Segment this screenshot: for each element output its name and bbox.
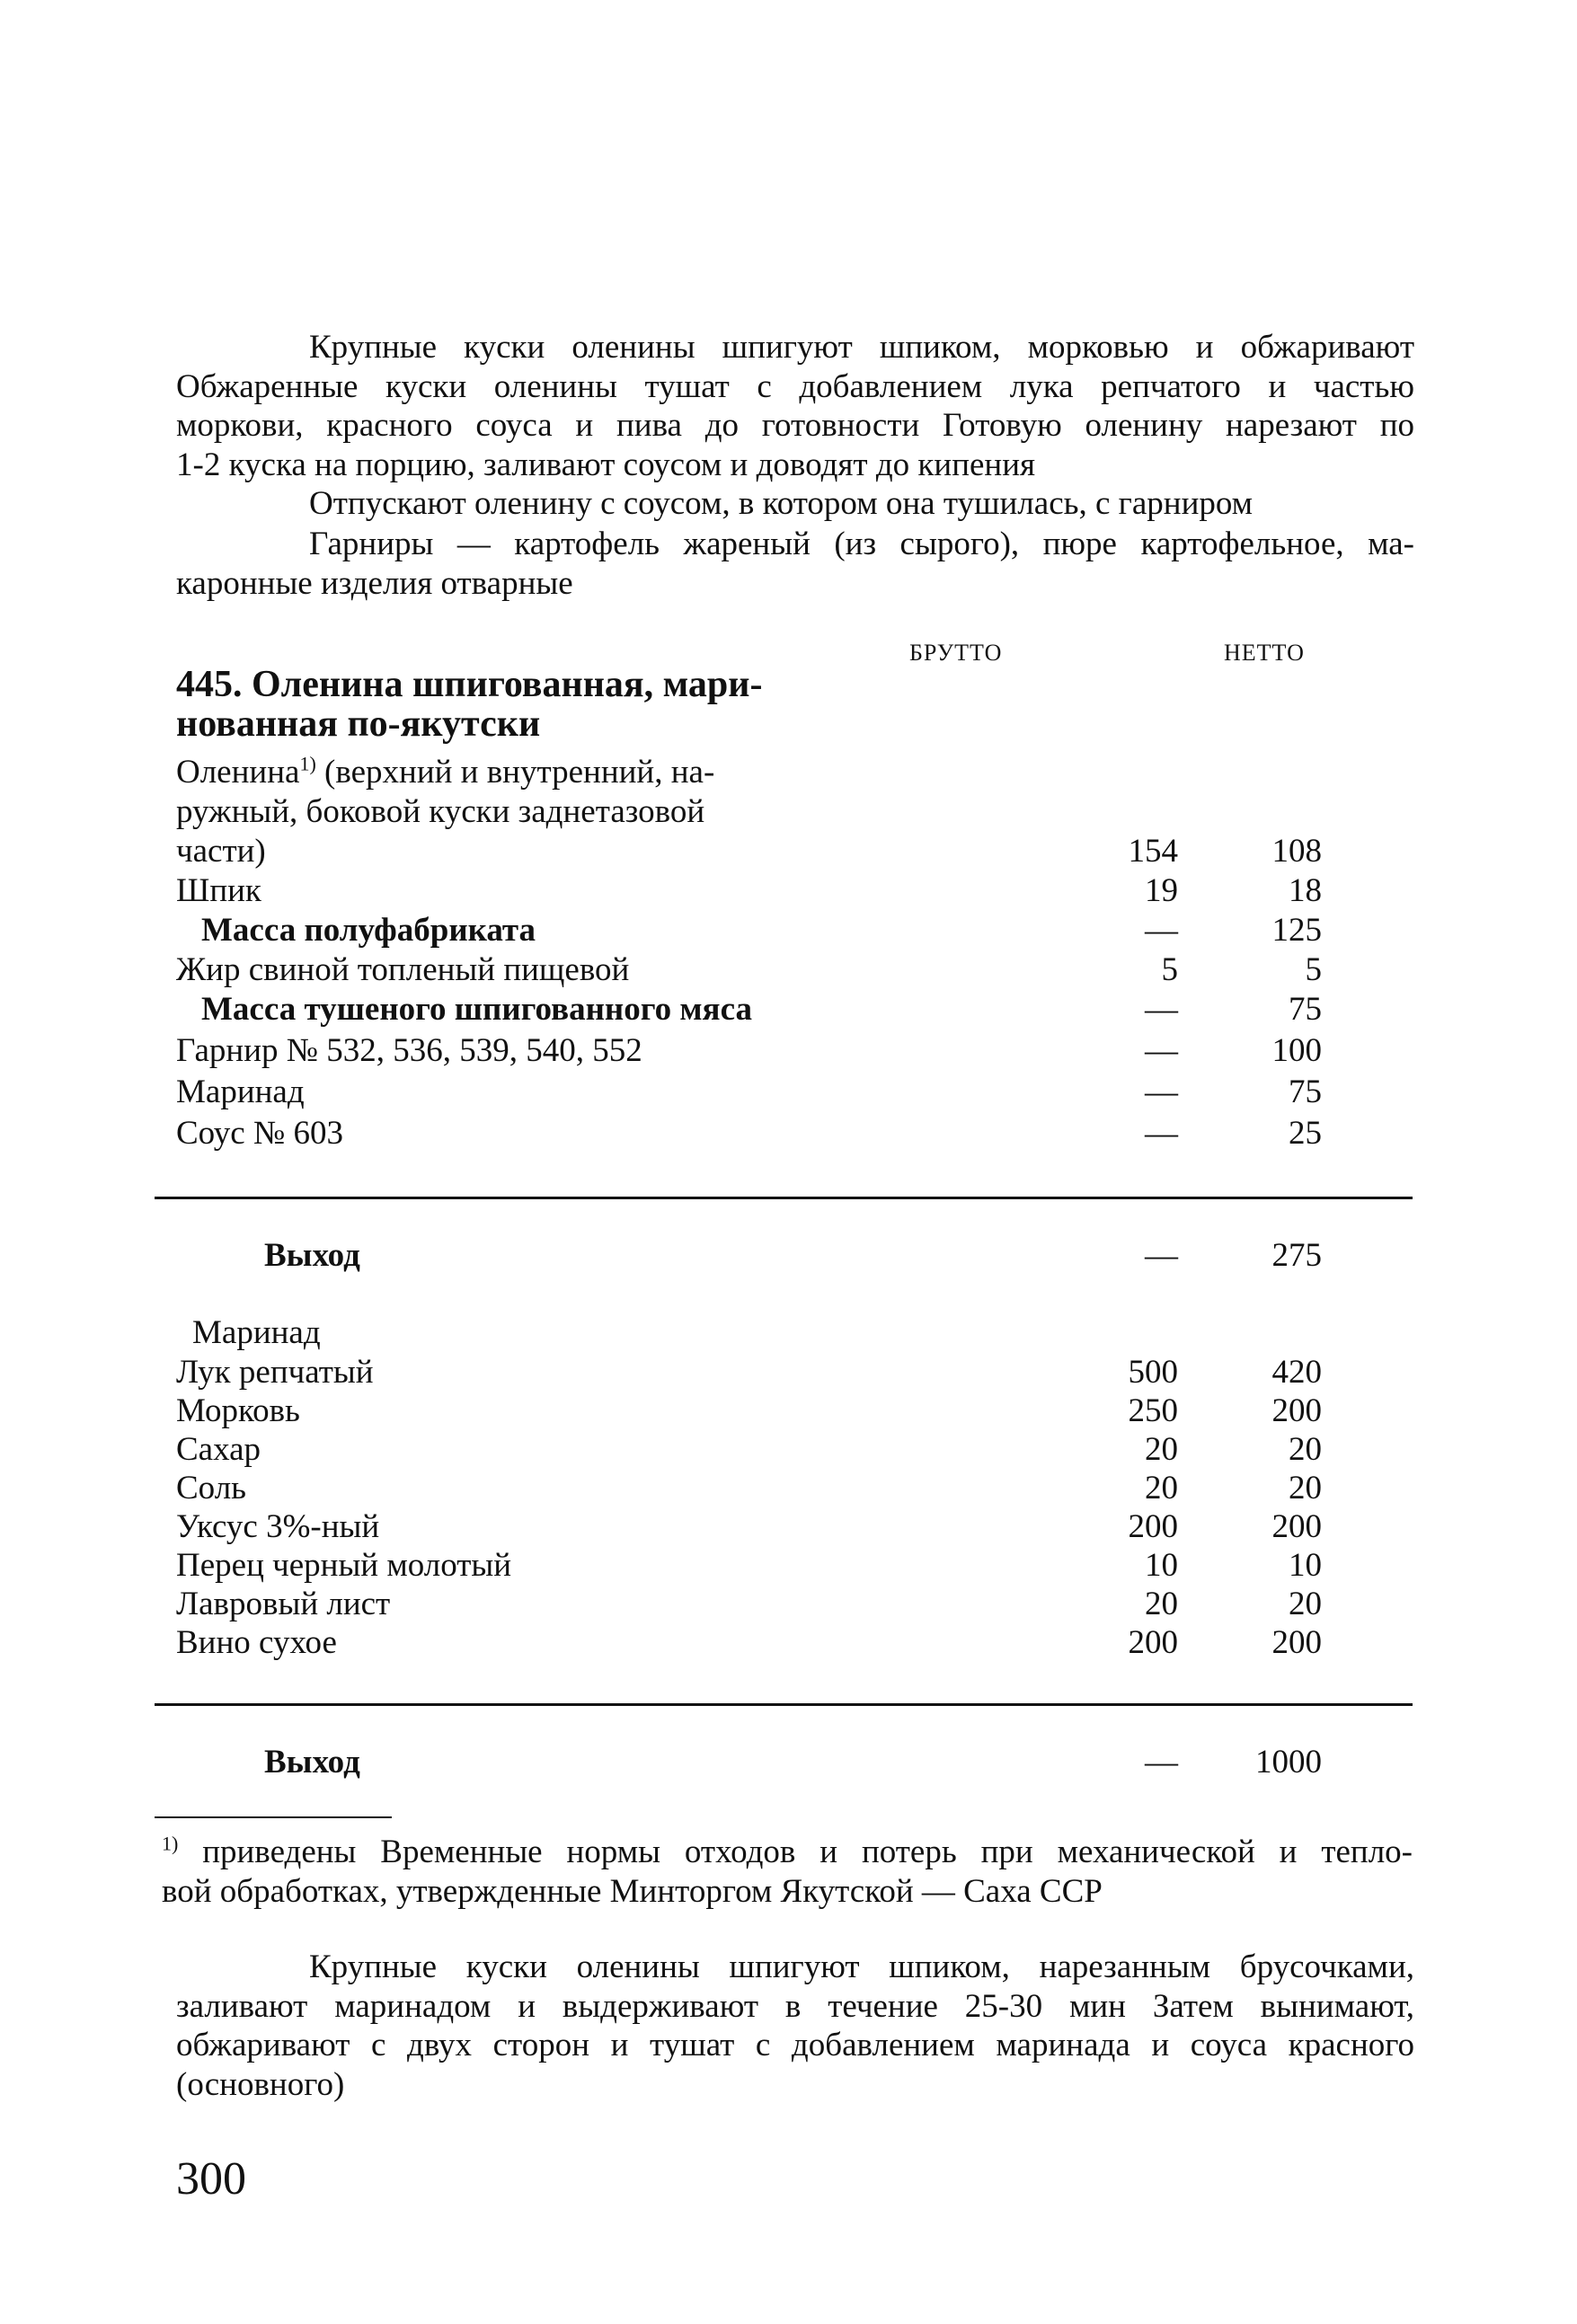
text-line: Крупные куски оленины шпигуют шпиком, морковью и обжаривают: [309, 329, 1414, 366]
text-line: (основного): [176, 2065, 345, 2103]
text-line: Отпускают оленину с соусом, в котором она тушилась, с гарниром: [309, 485, 1254, 522]
marinade-title: Маринад: [192, 1314, 321, 1351]
table-row: Лавровый лист 20 20: [176, 1586, 1322, 1622]
ingredient-description-line: [176, 753, 1416, 792]
ingredient-desc-text: (верхний и внутренний, на-: [315, 754, 715, 791]
table-row: части) 154 108: [176, 833, 1322, 870]
table-row: Перец черный молотый 10 10: [176, 1547, 1322, 1584]
recipe-title-line: нованная по-якутски: [176, 703, 541, 745]
recipe-title-line: 445. Оленина шпигованная, мари-: [176, 664, 763, 705]
recipe-title: [176, 665, 787, 744]
text-line: Обжаренные куски оленины тушат с добавлением лука репчатого и частью: [176, 367, 1414, 405]
table-row: Морковь 250 200: [176, 1392, 1322, 1429]
text-line: 1-2 куска на порцию, заливают соусом и доводят до кипения: [176, 446, 1036, 483]
text-line: заливают маринадом и выдерживают в течение 25-30 мин Затем вынимают,: [176, 1987, 1414, 2025]
table-row: Вино сухое 200 200: [176, 1624, 1322, 1661]
table-row: Сахар 20 20: [176, 1431, 1322, 1468]
closing-paragraph: [176, 1948, 1414, 2104]
intro-paragraph-2: [176, 484, 1414, 524]
intro-paragraph-3: [176, 525, 1414, 603]
table-row: Соль 20 20: [176, 1470, 1322, 1507]
yield-row: Выход — 1000: [264, 1744, 1322, 1781]
table-divider: [155, 1197, 1413, 1199]
table-row: Жир свиной топленый пищевой 5 5: [176, 951, 1322, 988]
yield-row: Выход — 275: [264, 1237, 1322, 1274]
table-row: Маринад — 75: [176, 1074, 1322, 1110]
table-divider: [155, 1703, 1413, 1706]
text-line: обжаривают с двух сторон и тушат с добавлением маринада и соуса красного: [176, 2027, 1414, 2063]
table-row: Шпик 19 18: [176, 872, 1322, 909]
table-row: Гарнир № 532, 536, 539, 540, 552 — 100: [176, 1032, 1322, 1069]
text-line: каронные изделия отварные: [176, 564, 573, 602]
ingredient-description-line: ружный, боковой куски заднетазовой: [176, 793, 705, 830]
footnote-marker: 1): [162, 1832, 179, 1855]
footnote: [162, 1833, 1413, 1912]
footnote-marker: 1): [299, 752, 316, 775]
footnote-divider: [155, 1816, 392, 1818]
table-row: Лук репчатый 500 420: [176, 1354, 1322, 1391]
text-line: Гарниры — картофель жареный (из сырого), пюре картофельное, ма-: [309, 526, 1414, 562]
footnote-text: приведены Временные нормы отходов и потерь при механической и тепло-: [178, 1834, 1413, 1870]
intro-paragraph-1: [176, 328, 1414, 484]
text-line: моркови, красного соуса и пива до готовности Готовую оленину нарезают по: [176, 407, 1414, 444]
text-line: Крупные куски оленины шпигуют шпиком, нарезанным брусочками,: [309, 1948, 1414, 1985]
column-header-brutto: БРУТТО: [909, 640, 1003, 666]
page-number: 300: [176, 2153, 246, 2205]
ingredient-name: Оленина: [176, 754, 300, 791]
table-row: Уксус 3%-ный 200 200: [176, 1508, 1322, 1545]
table-row: Соус № 603 — 25: [176, 1115, 1322, 1152]
table-row: Масса полуфабриката — 125: [201, 912, 1322, 949]
column-header-netto: НЕТТО: [1224, 640, 1305, 666]
table-row: Масса тушеного шпигованного мяса — 75: [201, 991, 1322, 1028]
footnote-text: вой обработках, утвержденные Минторгом Якутской — Саха ССР: [162, 1873, 1103, 1910]
